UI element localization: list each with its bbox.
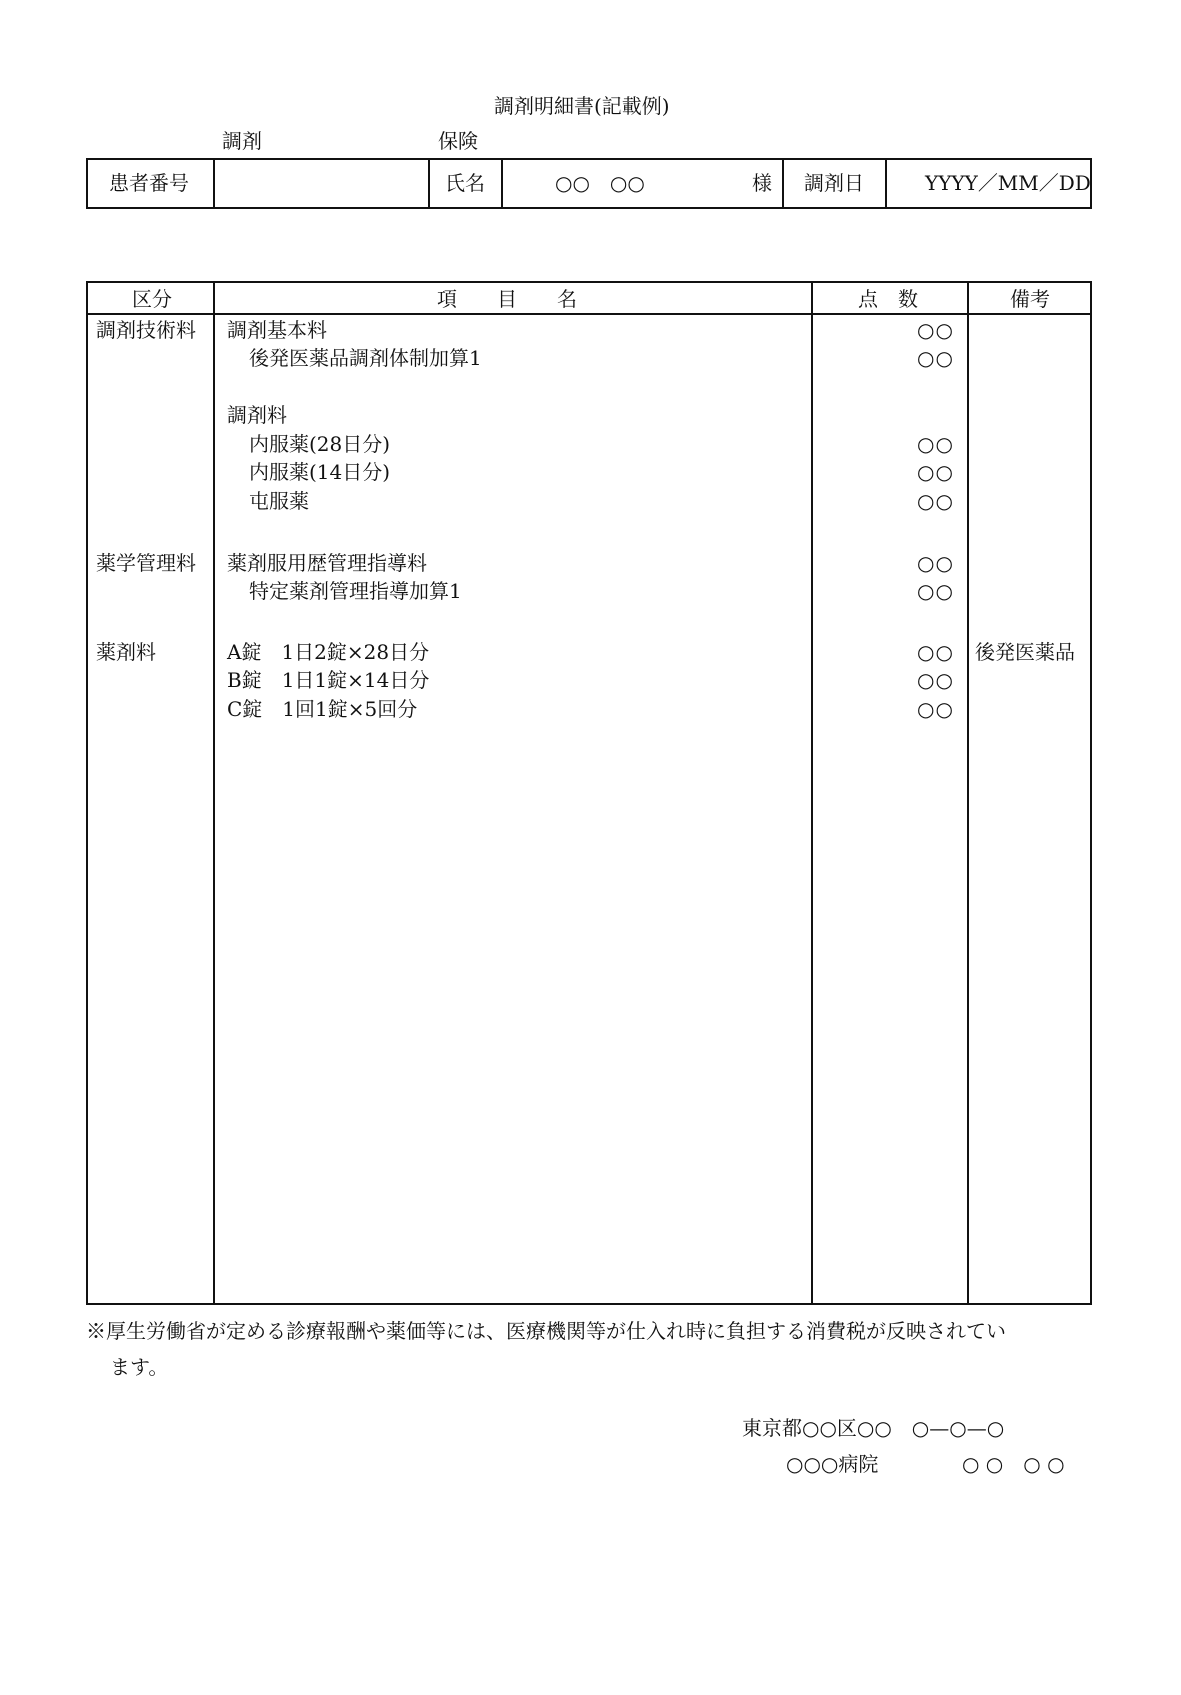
patient-number-label: 患者番号 [109, 171, 189, 195]
issuer-address: 東京都○○区○○ ○—○—○ [742, 1416, 1005, 1440]
footnote-line: ※厚生労働省が定める診療報酬や薬価等には、医療機関等が仕入れ時に負担する消費税が反映されてい [86, 1319, 1006, 1343]
item-name: 屯服薬 [249, 489, 309, 513]
points-value: ○○ [917, 489, 954, 513]
dispensing-date-value: YYYY／MM／DD [925, 171, 1091, 195]
item-name: 内服薬(28日分) [249, 432, 391, 456]
document-title: 調剤明細書(記載例) [494, 94, 670, 118]
notes-value: 後発医薬品 [975, 640, 1075, 664]
points-value: ○○ [917, 640, 954, 664]
column-header-item: 項 目 名 [437, 287, 577, 311]
dispensing-date-label: 調剤日 [804, 171, 864, 195]
item-name: B錠 1日1錠×14日分 [227, 668, 430, 692]
points-value: ○○ [917, 551, 954, 575]
points-value: ○○ [917, 668, 954, 692]
points-value: ○○ [917, 432, 954, 456]
item-name: 内服薬(14日分) [249, 460, 391, 484]
column-header-notes: 備考 [1010, 287, 1050, 311]
points-value: ○○ [917, 460, 954, 484]
points-value: ○○ [917, 346, 954, 370]
category-label: 薬学管理料 [96, 551, 196, 575]
item-name: 後発医薬品調剤体制加算1 [249, 346, 482, 370]
dispensing-label: 調剤 [222, 129, 262, 153]
item-name: 調剤料 [227, 403, 287, 427]
item-name: 特定薬剤管理指導加算1 [249, 579, 462, 603]
points-value: ○○ [917, 318, 954, 342]
category-label: 薬剤料 [96, 640, 156, 664]
name-label: 氏名 [445, 171, 485, 195]
issuer-contact: ○ ○ ○ ○ [962, 1452, 1065, 1476]
issuer-hospital: ○○○病院 [786, 1452, 879, 1476]
honorific: 様 [752, 171, 772, 195]
statement-table [86, 281, 1092, 1305]
item-name: C錠 1回1錠×5回分 [227, 697, 418, 721]
category-label: 調剤技術料 [96, 318, 196, 342]
insurance-label: 保険 [438, 129, 478, 153]
item-name: 調剤基本料 [227, 318, 327, 342]
column-header-points: 点 数 [858, 287, 918, 311]
item-name: A錠 1日2錠×28日分 [227, 640, 430, 664]
name-value: ○○ ○○ [555, 171, 645, 195]
patient-header-table [86, 158, 1092, 209]
item-name: 薬剤服用歴管理指導料 [227, 551, 427, 575]
column-header-category: 区分 [132, 287, 172, 311]
points-value: ○○ [917, 697, 954, 721]
tax-footnote [86, 1313, 1096, 1385]
footnote-line: ます。 [110, 1355, 169, 1379]
points-value: ○○ [917, 579, 954, 603]
